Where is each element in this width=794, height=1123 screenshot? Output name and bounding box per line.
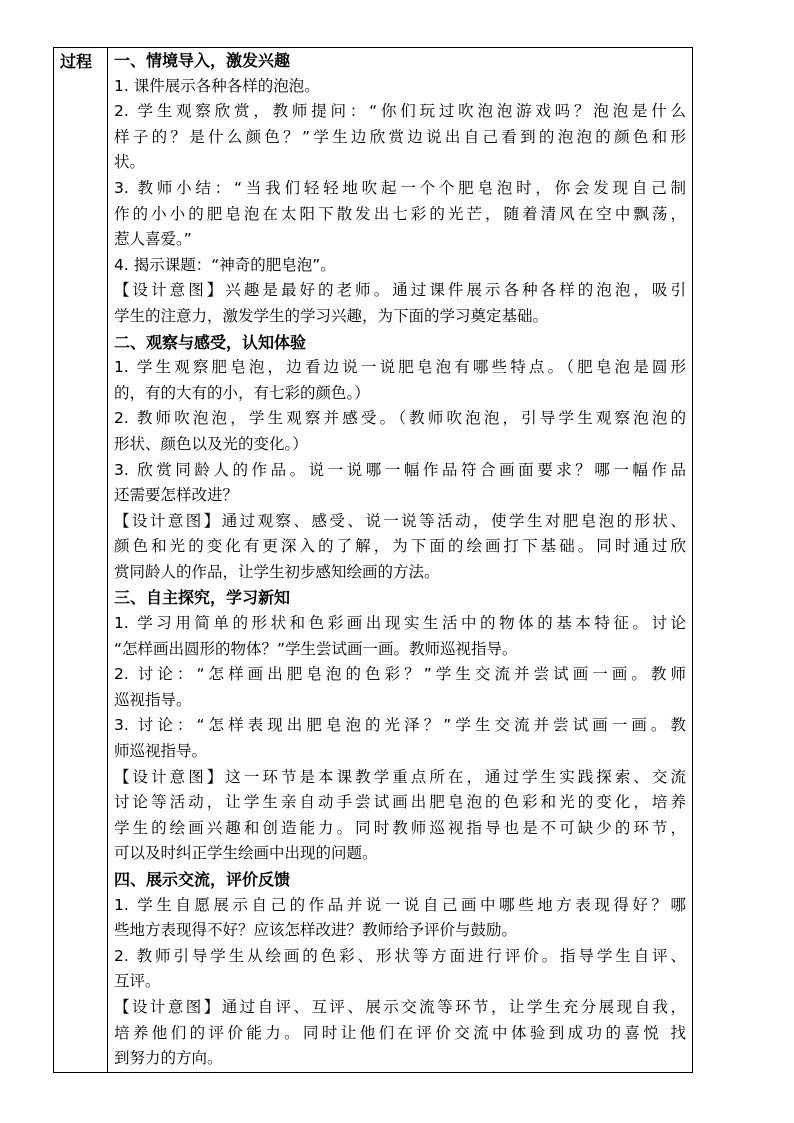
text-line: 【设计意图】通过观察、感受、说一说等活动，使学生对肥皂泡的形状、 — [114, 511, 686, 530]
text-line: 的，有的大有的小，有七彩的颜色。） — [114, 383, 370, 402]
text-line: 1. 学生观察肥皂泡，边看边说一说肥皂泡有哪些特点。（肥皂泡是圆形 — [114, 358, 686, 377]
section-heading: 一、情境导入，激发兴趣 — [114, 51, 291, 70]
text-line: 3. 讨论：“怎样表现出肥皂泡的光泽？”学生交流并尝试画一画。教 — [114, 716, 686, 735]
text-line: 1. 学习用简单的形状和色彩画出现实生活中的物体的基本特征。讨论 — [114, 614, 686, 633]
text-line: 【设计意图】兴趣是最好的老师。通过课件展示各种各样的泡泡，吸引 — [114, 281, 686, 300]
content-lines — [114, 48, 686, 1072]
text-line: 3. 教师小结：“当我们轻轻地吹起一个个肥皂泡时，你会发现自己制 — [114, 178, 686, 197]
text-line: 2. 教师引导学生从绘画的色彩、形状等方面进行评价。指导学生自评、 — [114, 946, 686, 965]
text-line: 学生的绘画兴趣和创造能力。同时教师巡视指导也是不可缺少的环节， — [114, 818, 686, 837]
text-line: 1. 课件展示各种各样的泡泡。 — [114, 76, 320, 95]
text-line: 2. 讨论：“怎样画出肥皂泡的色彩？”学生交流并尝试画一画。教师 — [114, 665, 686, 684]
text-line: 可以及时纠正学生绘画中出现的问题。 — [114, 844, 378, 863]
text-line: 些地方表现得不好？应该怎样改进？教师给予评价与鼓励。 — [114, 921, 518, 940]
text-line: 3. 欣赏同龄人的作品。说一说哪一幅作品符合画面要求？哪一幅作品 — [114, 460, 686, 479]
text-line: 状。 — [114, 153, 146, 172]
text-line: 【设计意图】这一环节是本课教学重点所在，通过学生实践探索、交流 — [114, 767, 686, 786]
text-line: 作的小小的肥皂泡在太阳下散发出七彩的光芒，随着清风在空中飘荡， — [114, 204, 686, 223]
text-line: 2. 教师吹泡泡，学生观察并感受。（教师吹泡泡，引导学生观察泡泡的 — [114, 409, 686, 428]
text-line: 还需要怎样改进？ — [114, 486, 239, 505]
text-line: 讨论等活动，让学生亲自动手尝试画出肥皂泡的色彩和光的变化，培养 — [114, 793, 686, 812]
text-line: “怎样画出圆形的物体？”学生尝试画一画。教师巡视指导。 — [114, 639, 518, 658]
text-line: 惹人喜爱。” — [114, 230, 192, 249]
text-line: 学生的注意力，激发学生的学习兴趣，为下面的学习奠定基础。 — [114, 306, 549, 325]
text-line: 互评。 — [114, 972, 161, 991]
lesson-process-table — [53, 47, 693, 1073]
process-content — [108, 48, 693, 1073]
text-line: 培养他们的评价能力。同时让他们在评价交流中体验到成功的喜悦 找 — [114, 1023, 686, 1042]
text-line: 形状、颜色以及光的变化。） — [114, 434, 308, 453]
process-label: 过程 — [54, 48, 108, 1073]
text-line: 到努力的方向。 — [114, 1049, 223, 1068]
text-line: 赏同龄人的作品，让学生初步感知绘画的方法。 — [114, 562, 440, 581]
text-line: 颜色和光的变化有更深入的了解，为下面的绘画打下基础。同时通过欣 — [114, 537, 686, 556]
section-heading: 四、展示交流，评价反馈 — [114, 870, 291, 889]
text-line: 【设计意图】通过自评、互评、展示交流等环节，让学生充分展现自我， — [114, 997, 686, 1016]
text-line: 2. 学生观察欣赏，教师提问：“你们玩过吹泡泡游戏吗？泡泡是什么 — [114, 102, 686, 121]
text-line: 1. 学生自愿展示自己的作品并说一说自己画中哪些地方表现得好？哪 — [114, 895, 686, 914]
text-line: 师巡视指导。 — [114, 742, 208, 761]
text-line: 巡视指导。 — [114, 690, 192, 709]
section-heading: 三、自主探究，学习新知 — [114, 588, 291, 608]
process-row — [54, 48, 693, 1073]
text-line: 样子的？是什么颜色？”学生边欣赏边说出自己看到的泡泡的颜色和形 — [114, 127, 686, 146]
text-line: 4. 揭示课题：“神奇的肥皂泡”。 — [114, 255, 336, 274]
section-heading: 二、观察与感受，认知体验 — [114, 332, 307, 352]
